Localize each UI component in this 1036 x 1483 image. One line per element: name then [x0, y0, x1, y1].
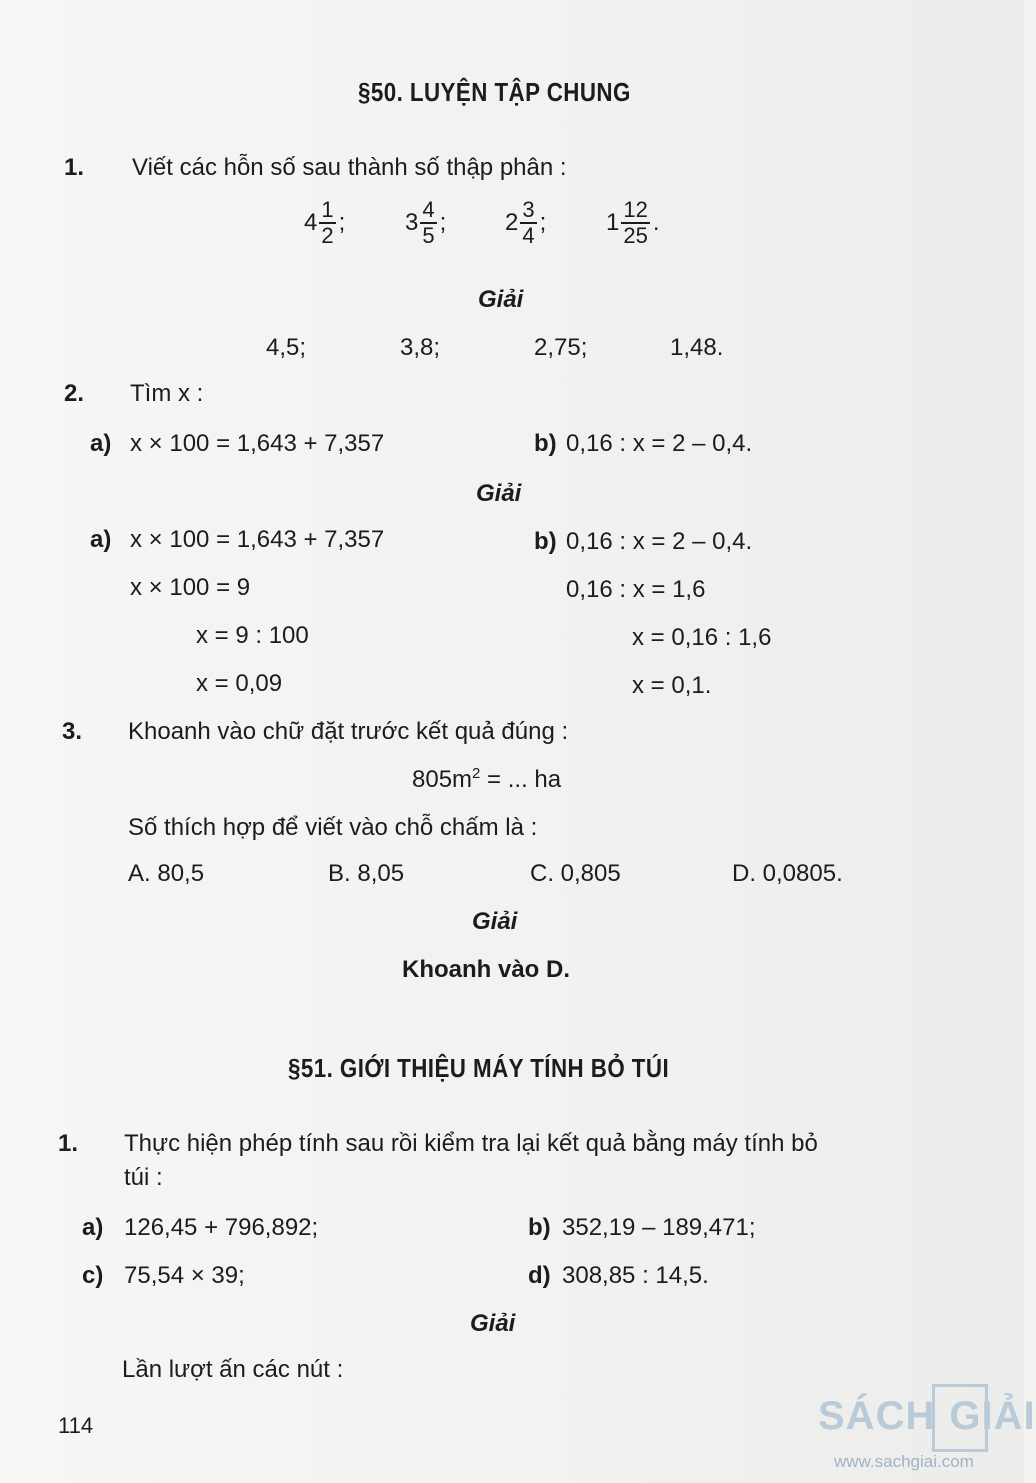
exercise-2-number: 2. [64, 380, 85, 407]
option-a: A. 80,5 [128, 860, 205, 887]
solution-a-line-2: x × 100 = 9 [130, 574, 251, 601]
solution-b-line-3: x = 0,16 : 1,6 [632, 624, 772, 651]
exercise-3-prompt: Khoanh vào chữ đặt trước kết quả đúng : [128, 718, 569, 745]
solution-a-line-3: x = 9 : 100 [196, 622, 309, 649]
calc-c-expression: 75,54 × 39; [124, 1262, 245, 1289]
mixed-number-3: 2 3 4 ; [505, 197, 547, 248]
answer-2: 3,8; [400, 334, 441, 361]
mixed-number-2: 3 4 5 ; [405, 197, 447, 248]
exercise-3-subprompt: Số thích hợp để viết vào chỗ chấm là : [128, 814, 538, 841]
calc-b-label: b) [528, 1214, 551, 1241]
part-a-label: a) [90, 430, 112, 457]
mixed-number-1: 4 1 2 ; [304, 197, 346, 248]
logo-url: www.sachgiai.com [834, 1452, 974, 1471]
sachgiai-logo [812, 1380, 1036, 1480]
answer-3: 2,75; [534, 334, 588, 361]
logo-text: SÁCH GIẢI [818, 1394, 1036, 1438]
solution-heading-2: Giải [476, 480, 522, 507]
page-number: 114 [58, 1413, 94, 1438]
calculator-instruction: Lần lượt ấn các nút : [122, 1356, 344, 1383]
section-51-title: §51. GIỚI THIỆU MÁY TÍNH BỎ TÚI [288, 1053, 670, 1083]
calc-c-label: c) [82, 1262, 104, 1289]
section-51-exercise-1-number: 1. [58, 1130, 79, 1157]
section-51-prompt-line-1: Thực hiện phép tính sau rồi kiểm tra lại kết quả bằng máy tính bỏ [124, 1130, 818, 1157]
calc-b-expression: 352,19 – 189,471; [562, 1214, 756, 1241]
option-b: B. 8,05 [328, 860, 405, 887]
mixed-number-4: 1 12 25 . [606, 197, 660, 248]
solution-heading-4: Giải [470, 1310, 516, 1337]
solution-a-line-4: x = 0,09 [196, 670, 283, 697]
solution-b-label: b) [534, 528, 557, 555]
exercise-2-prompt: Tìm x : [130, 380, 204, 407]
part-b-label: b) [534, 430, 557, 457]
calc-d-label: d) [528, 1262, 551, 1289]
calc-d-expression: 308,85 : 14,5. [562, 1262, 709, 1289]
section-50-title: §50. LUYỆN TẬP CHUNG [358, 77, 631, 107]
option-d: D. 0,0805. [732, 860, 843, 887]
calc-a-expression: 126,45 + 796,892; [124, 1214, 319, 1241]
answer-4: 1,48. [670, 334, 724, 361]
solution-a-line-1: x × 100 = 1,643 + 7,357 [130, 526, 385, 553]
part-a-expression: x × 100 = 1,643 + 7,357 [130, 430, 385, 457]
solution-b-line-1: 0,16 : x = 2 – 0,4. [566, 528, 753, 555]
solution-b-line-2: 0,16 : x = 1,6 [566, 576, 706, 603]
option-c: C. 0,805 [530, 860, 621, 887]
exercise-1-number: 1. [64, 154, 85, 181]
solution-heading-3: Giải [472, 908, 518, 935]
exercise-1-prompt: Viết các hỗn số sau thành số thập phân : [132, 154, 567, 181]
answer-1: 4,5; [266, 334, 307, 361]
calc-a-label: a) [82, 1214, 104, 1241]
solution-heading-1: Giải [478, 286, 524, 313]
part-b-expression: 0,16 : x = 2 – 0,4. [566, 430, 753, 457]
section-51-prompt-line-2: túi : [124, 1164, 163, 1191]
solution-a-label: a) [90, 526, 112, 553]
exercise-3-answer: Khoanh vào D. [402, 956, 571, 983]
unit-equation: $805m^2$ = ... ha [412, 765, 562, 793]
exercise-3-number: 3. [62, 718, 83, 745]
solution-b-line-4: x = 0,1. [632, 672, 712, 699]
